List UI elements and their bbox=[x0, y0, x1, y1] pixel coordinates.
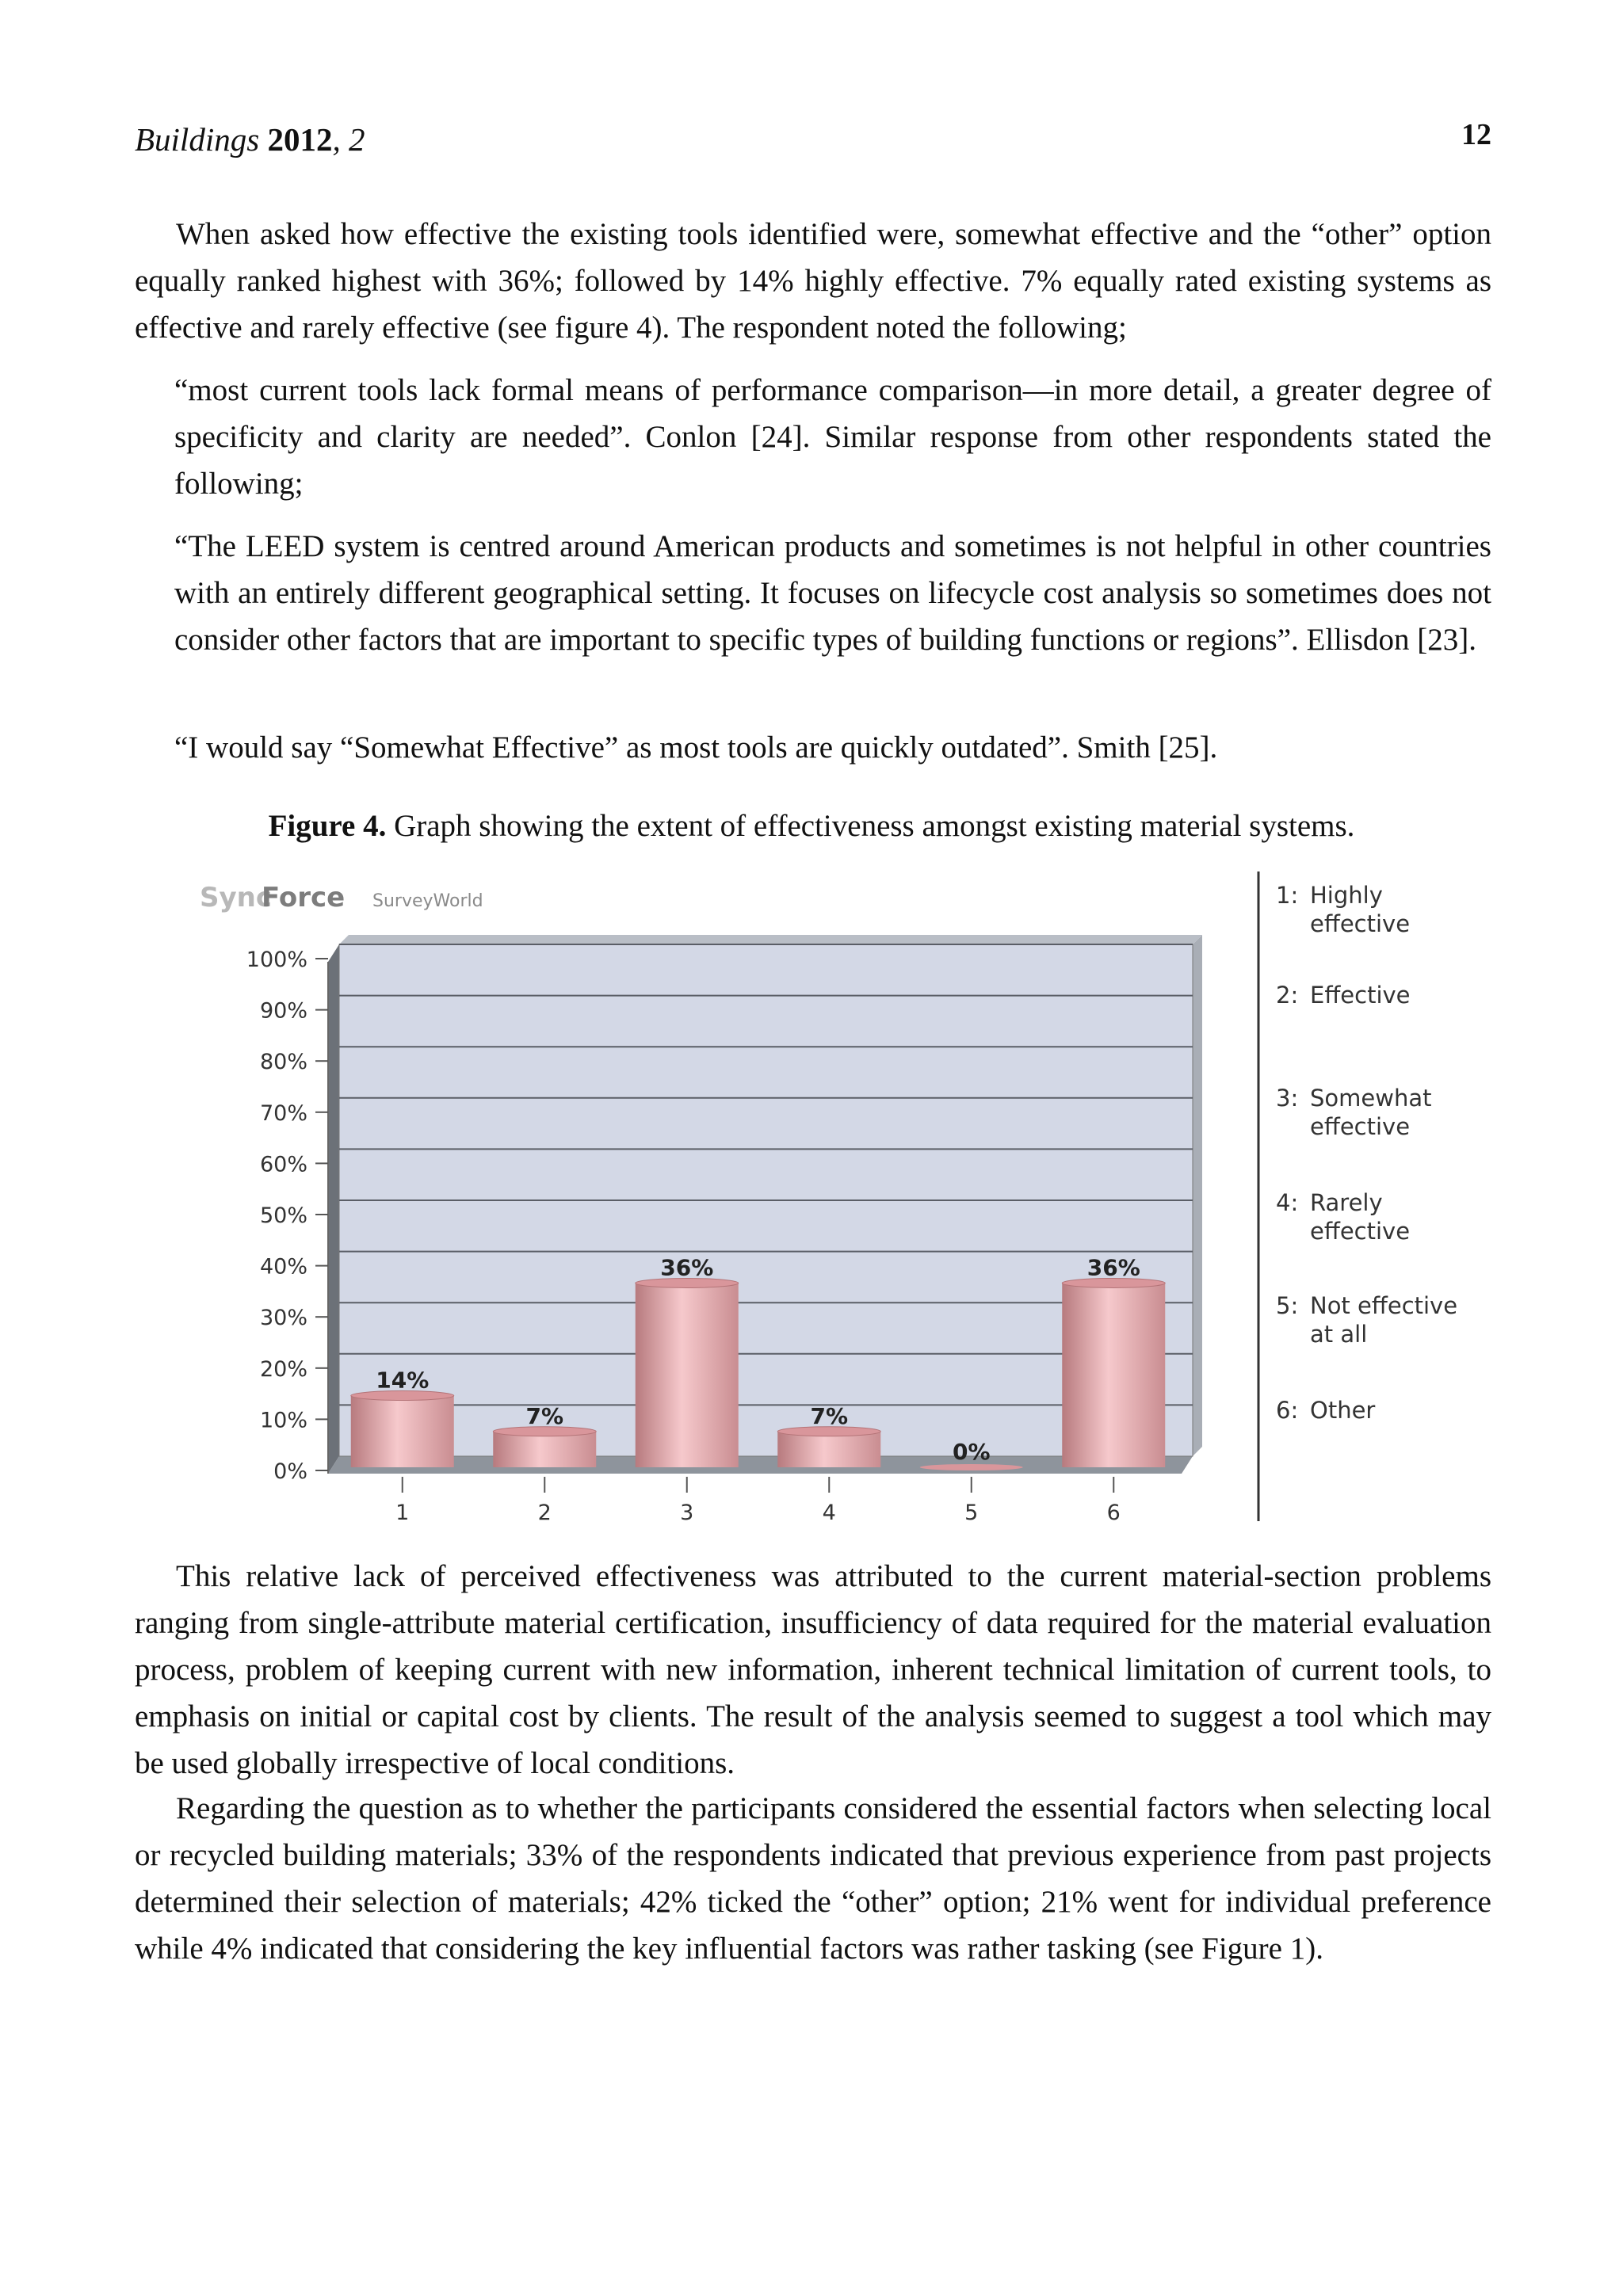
logo-surveyworld-text: SurveyWorld bbox=[372, 891, 483, 911]
legend-key: 5: bbox=[1276, 1292, 1299, 1319]
legend-key: 4: bbox=[1276, 1189, 1299, 1216]
y-tick-label: 70% bbox=[259, 1100, 307, 1126]
y-tick-label: 50% bbox=[259, 1203, 307, 1228]
journal-year: 2012 bbox=[267, 121, 333, 158]
right-wall bbox=[1193, 935, 1202, 1456]
journal-name: Buildings bbox=[135, 121, 260, 158]
x-tick-label: 4 bbox=[822, 1501, 836, 1521]
figure-caption-text: Graph showing the extent of effectiveness amongst existing material systems. bbox=[394, 809, 1355, 843]
quote-ellisdon: “The LEED system is centred around American products and sometimes is not helpful in other countries with an entirely different geographical setting. It focuses on lifecycle cost analysis so sometimes does not consider other factors that are important to specific types of building functions or regions”. Ellisdon [23]. bbox=[174, 529, 1491, 657]
y-tick-label: 10% bbox=[259, 1408, 307, 1433]
y-tick-label: 30% bbox=[259, 1306, 307, 1331]
y-tick-label: 20% bbox=[259, 1356, 307, 1382]
logo-sync-text: Sync bbox=[200, 882, 273, 913]
bar-value-label: 36% bbox=[1086, 1254, 1140, 1281]
legend-label: Other bbox=[1310, 1397, 1376, 1424]
legend-label: effective bbox=[1310, 910, 1411, 937]
logo-force-text: Force bbox=[262, 882, 346, 913]
legend-item-6 bbox=[1276, 1397, 1375, 1424]
running-header: Buildings 2012, 2 bbox=[135, 121, 365, 158]
quote-conlon: “most current tools lack formal means of performance comparison—in more detail, a greater degree of specificity and clarity are needed”. Conlon [24]. Similar response from other respondents stated the following; bbox=[174, 373, 1491, 501]
paragraph-essential-factors: Regarding the question as to whether the participants considered the essential factors when selecting local or recycled building materials; 33% of the respondents indicated that previous experience from past projects determined their selection of materials; 42% ticked the “other” option; 21% went for individual preference while 4% indicated that considering the key influential factors was rather tasking (see Figure 1). bbox=[135, 1791, 1491, 1966]
figure-caption bbox=[0, 808, 1623, 844]
x-tick-label: 5 bbox=[964, 1501, 979, 1521]
left-wall bbox=[328, 944, 339, 1474]
legend-label: Not effective bbox=[1310, 1292, 1458, 1319]
legend-item-3 bbox=[1276, 1085, 1431, 1140]
chart-legend bbox=[1258, 871, 1457, 1521]
y-tick-label: 40% bbox=[259, 1254, 307, 1280]
bar-value-label: 7% bbox=[525, 1402, 564, 1429]
quote-smith: “I would say “Somewhat Effective” as most tools are quickly outdated”. Smith [25]. bbox=[174, 730, 1218, 765]
paragraph-lack-of-effectiveness: This relative lack of perceived effectiveness was attributed to the current material-section problems ranging from single-attribute material certification, insufficiency of data required for the material evaluation process, problem of keeping current with new information, inherent technical limitation of current tools, to emphasis on initial or capital cost by clients. The result of the analysis seemed to suggest a tool which may be used globally irrespective of local conditions. bbox=[135, 1559, 1491, 1780]
legend-item-5 bbox=[1276, 1292, 1457, 1348]
page-number: 12 bbox=[1461, 118, 1491, 151]
x-axis bbox=[395, 1477, 1121, 1521]
x-tick-label: 2 bbox=[537, 1501, 552, 1521]
legend-label: effective bbox=[1310, 1218, 1411, 1245]
bar-value-label: 7% bbox=[810, 1402, 849, 1429]
y-axis bbox=[246, 948, 328, 1484]
legend-key: 6: bbox=[1276, 1397, 1299, 1424]
bar-3 bbox=[636, 1254, 739, 1467]
bar-value-label: 0% bbox=[952, 1439, 991, 1465]
figure-label: Figure 4. bbox=[268, 809, 387, 843]
y-tick-label: 100% bbox=[246, 948, 307, 972]
y-tick-label: 90% bbox=[259, 998, 307, 1024]
bar-body bbox=[351, 1396, 454, 1467]
legend-label: effective bbox=[1310, 1113, 1411, 1140]
bar-6 bbox=[1062, 1254, 1165, 1467]
legend-label: at all bbox=[1310, 1321, 1368, 1348]
bar-body bbox=[636, 1283, 739, 1467]
legend-label: Effective bbox=[1310, 982, 1411, 1009]
bar-value-label: 14% bbox=[376, 1367, 430, 1394]
legend-key: 3: bbox=[1276, 1085, 1299, 1112]
journal-volume: 2 bbox=[348, 121, 365, 158]
top-edge bbox=[339, 935, 1202, 944]
bar-value-label: 36% bbox=[660, 1254, 714, 1281]
bar-body bbox=[777, 1432, 880, 1467]
y-tick-label: 0% bbox=[273, 1459, 307, 1484]
effectiveness-bar-chart bbox=[190, 871, 1458, 1521]
bar-top bbox=[920, 1464, 1023, 1470]
legend-item-1 bbox=[1276, 882, 1410, 937]
x-tick-label: 6 bbox=[1106, 1501, 1121, 1521]
paragraph-effectiveness: When asked how effective the existing tools identified were, somewhat effective and the “other” option equally ranked highest with 36%; followed by 14% highly effective. 7% equally rated existing systems as effective and rarely effective (see figure 4). The respondent noted the following; bbox=[135, 217, 1491, 345]
syncforce-logo bbox=[200, 882, 483, 913]
legend-item-2 bbox=[1276, 982, 1411, 1009]
legend-label: Somewhat bbox=[1310, 1085, 1432, 1112]
y-tick-label: 60% bbox=[259, 1152, 307, 1177]
x-tick-label: 3 bbox=[680, 1501, 694, 1521]
y-tick-label: 80% bbox=[259, 1050, 307, 1075]
legend-label: Highly bbox=[1310, 882, 1383, 909]
legend-label: Rarely bbox=[1310, 1189, 1383, 1216]
legend-item-4 bbox=[1276, 1189, 1410, 1245]
x-tick-label: 1 bbox=[395, 1501, 410, 1521]
legend-key: 2: bbox=[1276, 982, 1299, 1009]
bar-body bbox=[1062, 1283, 1165, 1467]
bar-body bbox=[493, 1432, 596, 1467]
legend-key: 1: bbox=[1276, 882, 1299, 909]
